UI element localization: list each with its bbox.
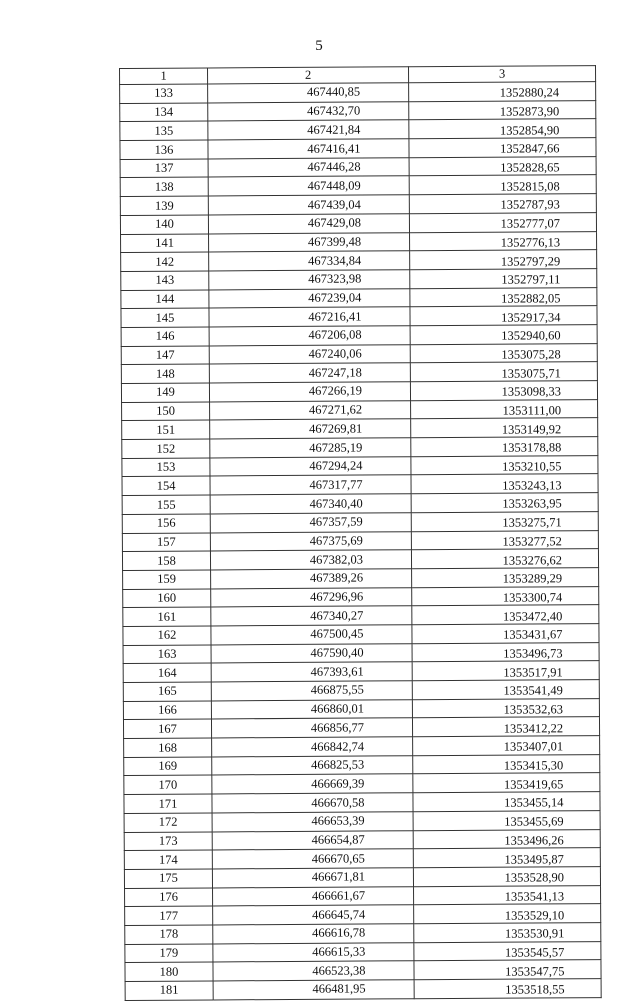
y-coordinate-cell: 1353472,40 (412, 605, 599, 625)
point-number-cell: 155 (122, 495, 210, 514)
y-coordinate-cell: 1353149,92 (411, 418, 598, 438)
y-coordinate-cell: 1353532,63 (412, 698, 599, 718)
y-coordinate-cell: 1353075,28 (410, 343, 597, 363)
page-number: 5 (315, 38, 323, 54)
y-coordinate-cell: 1353243,13 (411, 474, 598, 494)
point-number-cell: 149 (121, 383, 209, 402)
x-coordinate-cell: 467382,03 (210, 550, 411, 570)
y-coordinate-cell: 1353276,62 (411, 549, 598, 569)
x-coordinate-cell: 466653,39 (212, 812, 413, 832)
y-coordinate-cell: 1353210,55 (411, 455, 598, 475)
x-coordinate-cell: 466616,78 (213, 924, 414, 944)
point-number-cell: 175 (124, 869, 212, 888)
y-coordinate-cell: 1353455,14 (413, 792, 600, 812)
point-number-cell: 179 (125, 944, 213, 963)
x-coordinate-cell: 467432,70 (208, 101, 409, 121)
y-coordinate-cell: 1353419,65 (413, 773, 600, 793)
x-coordinate-cell: 466671,81 (212, 868, 413, 888)
x-coordinate-cell: 466875,55 (211, 681, 412, 701)
y-coordinate-cell: 1352847,66 (409, 138, 596, 158)
point-number-cell: 160 (123, 589, 211, 608)
point-number-cell: 135 (120, 121, 208, 140)
y-coordinate-cell: 1353547,75 (414, 960, 601, 980)
y-coordinate-cell: 1352776,13 (410, 231, 597, 251)
x-coordinate-cell: 467389,26 (211, 569, 412, 589)
point-number-cell: 136 (120, 140, 208, 159)
y-coordinate-cell: 1353495,87 (413, 848, 600, 868)
point-number-cell: 159 (123, 570, 211, 589)
point-number-cell: 174 (124, 850, 212, 869)
y-coordinate-cell: 1352828,65 (409, 156, 596, 176)
y-coordinate-cell: 1352880,24 (409, 82, 596, 102)
point-number-cell: 163 (123, 645, 211, 664)
point-number-cell: 148 (121, 364, 209, 383)
y-coordinate-cell: 1353496,26 (413, 829, 600, 849)
point-number-cell: 142 (121, 252, 209, 271)
x-coordinate-cell: 466842,74 (212, 737, 413, 757)
y-coordinate-cell: 1353300,74 (412, 586, 599, 606)
x-coordinate-cell: 466670,65 (212, 849, 413, 869)
x-coordinate-cell: 466481,95 (213, 980, 414, 1000)
x-coordinate-cell: 467334,84 (209, 251, 410, 271)
point-number-cell: 146 (121, 327, 209, 346)
y-coordinate-cell: 1352797,11 (410, 268, 597, 288)
y-coordinate-cell: 1353111,00 (411, 399, 598, 419)
point-number-cell: 137 (120, 159, 208, 178)
x-coordinate-cell: 467340,27 (211, 606, 412, 626)
point-number-cell: 151 (122, 420, 210, 439)
y-coordinate-cell: 1352940,60 (410, 325, 597, 345)
point-number-cell: 177 (125, 906, 213, 925)
x-coordinate-cell: 466645,74 (213, 905, 414, 925)
x-coordinate-cell: 467269,81 (210, 419, 411, 439)
x-coordinate-cell: 466523,38 (213, 961, 414, 981)
point-number-cell: 152 (122, 439, 210, 458)
point-number-cell: 165 (123, 682, 211, 701)
y-coordinate-cell: 1352797,29 (410, 250, 597, 270)
y-coordinate-cell: 1353528,90 (413, 866, 600, 886)
x-coordinate-cell: 467294,24 (210, 456, 411, 476)
point-number-cell: 145 (121, 308, 209, 327)
y-coordinate-cell: 1353518,55 (414, 979, 601, 999)
point-number-cell: 170 (124, 775, 212, 794)
y-coordinate-cell: 1353431,67 (412, 624, 599, 644)
y-coordinate-cell: 1353545,57 (414, 941, 601, 961)
y-coordinate-cell: 1352777,07 (409, 212, 596, 232)
x-coordinate-cell: 467247,18 (209, 363, 410, 383)
x-coordinate-cell: 467357,59 (210, 513, 411, 533)
y-coordinate-cell: 1352873,90 (409, 100, 596, 120)
y-coordinate-cell: 1353075,71 (410, 362, 597, 382)
x-coordinate-cell: 467285,19 (210, 438, 411, 458)
y-coordinate-cell: 1353541,13 (414, 885, 601, 905)
x-coordinate-cell: 467206,08 (209, 326, 410, 346)
header-cell-point: 1 (120, 68, 208, 85)
y-coordinate-cell: 1353277,52 (411, 530, 598, 550)
y-coordinate-cell: 1352854,90 (409, 119, 596, 139)
y-coordinate-cell: 1353412,22 (412, 717, 599, 737)
x-coordinate-cell: 467440,85 (208, 83, 409, 103)
x-coordinate-cell: 466856,77 (211, 718, 412, 738)
point-number-cell: 168 (124, 738, 212, 757)
y-coordinate-cell: 1353263,95 (411, 493, 598, 513)
point-number-cell: 157 (122, 532, 210, 551)
point-number-cell: 172 (124, 813, 212, 832)
point-number-cell: 167 (123, 719, 211, 738)
y-coordinate-cell: 1353289,29 (412, 567, 599, 587)
point-number-cell: 154 (122, 476, 210, 495)
point-number-cell: 171 (124, 794, 212, 813)
point-number-cell: 173 (124, 831, 212, 850)
y-coordinate-cell: 1352815,08 (409, 175, 596, 195)
point-number-cell: 150 (122, 402, 210, 421)
point-number-cell: 161 (123, 607, 211, 626)
x-coordinate-cell: 466825,53 (212, 755, 413, 775)
point-number-cell: 144 (121, 290, 209, 309)
x-coordinate-cell: 466615,33 (213, 942, 414, 962)
x-coordinate-cell: 466670,58 (212, 793, 413, 813)
y-coordinate-cell: 1353455,69 (413, 810, 600, 830)
point-number-cell: 178 (125, 925, 213, 944)
point-number-cell: 158 (122, 551, 210, 570)
point-number-cell: 181 (125, 981, 213, 1000)
x-coordinate-cell: 467296,96 (211, 587, 412, 607)
x-coordinate-cell: 467446,28 (208, 157, 409, 177)
x-coordinate-cell: 467500,45 (211, 625, 412, 645)
header-cell-x: 2 (208, 67, 409, 84)
x-coordinate-cell: 467239,04 (209, 288, 410, 308)
y-coordinate-cell: 1353529,10 (414, 904, 601, 924)
y-coordinate-cell: 1353517,91 (412, 661, 599, 681)
point-number-cell: 180 (125, 962, 213, 981)
x-coordinate-cell: 467399,48 (209, 232, 410, 252)
point-number-cell: 153 (122, 458, 210, 477)
x-coordinate-cell: 467340,40 (210, 494, 411, 514)
x-coordinate-cell: 466669,39 (212, 774, 413, 794)
x-coordinate-cell: 467416,41 (208, 139, 409, 159)
coordinates-table-container (119, 65, 601, 1001)
x-coordinate-cell: 467216,41 (209, 307, 410, 327)
x-coordinate-cell: 467323,98 (209, 270, 410, 290)
coordinates-table-body (120, 66, 602, 1001)
y-coordinate-cell: 1353178,88 (411, 437, 598, 457)
point-number-cell: 138 (120, 177, 208, 196)
x-coordinate-cell: 467429,08 (208, 214, 409, 234)
point-number-cell: 162 (123, 626, 211, 645)
x-coordinate-cell: 466661,67 (213, 886, 414, 906)
x-coordinate-cell: 467448,09 (208, 176, 409, 196)
point-number-cell: 143 (121, 271, 209, 290)
coordinates-table (119, 65, 602, 1001)
point-number-cell: 141 (121, 233, 209, 252)
header-cell-y: 3 (408, 66, 595, 83)
point-number-cell: 164 (123, 663, 211, 682)
x-coordinate-cell: 466860,01 (211, 699, 412, 719)
y-coordinate-cell: 1353275,71 (411, 511, 598, 531)
y-coordinate-cell: 1353407,01 (413, 736, 600, 756)
y-coordinate-cell: 1352787,93 (409, 194, 596, 214)
x-coordinate-cell: 467317,77 (210, 475, 411, 495)
y-coordinate-cell: 1353415,30 (413, 754, 600, 774)
y-coordinate-cell: 1353541,49 (412, 680, 599, 700)
x-coordinate-cell: 467590,40 (211, 643, 412, 663)
table-row (125, 979, 601, 1001)
x-coordinate-cell: 467240,06 (209, 344, 410, 364)
point-number-cell: 176 (125, 888, 213, 907)
x-coordinate-cell: 467266,19 (209, 382, 410, 402)
x-coordinate-cell: 467375,69 (210, 531, 411, 551)
y-coordinate-cell: 1352882,05 (410, 287, 597, 307)
x-coordinate-cell: 467421,84 (208, 120, 409, 140)
y-coordinate-cell: 1352917,34 (410, 306, 597, 326)
x-coordinate-cell: 466654,87 (212, 830, 413, 850)
y-coordinate-cell: 1353530,91 (414, 923, 601, 943)
point-number-cell: 156 (122, 514, 210, 533)
point-number-cell: 133 (120, 84, 208, 103)
point-number-cell: 166 (123, 701, 211, 720)
point-number-cell: 139 (120, 196, 208, 215)
x-coordinate-cell: 467439,04 (208, 195, 409, 215)
point-number-cell: 140 (120, 215, 208, 234)
x-coordinate-cell: 467271,62 (210, 400, 411, 420)
point-number-cell: 134 (120, 103, 208, 122)
y-coordinate-cell: 1353496,73 (412, 642, 599, 662)
x-coordinate-cell: 467393,61 (211, 662, 412, 682)
point-number-cell: 169 (124, 757, 212, 776)
y-coordinate-cell: 1353098,33 (410, 381, 597, 401)
point-number-cell: 147 (121, 346, 209, 365)
